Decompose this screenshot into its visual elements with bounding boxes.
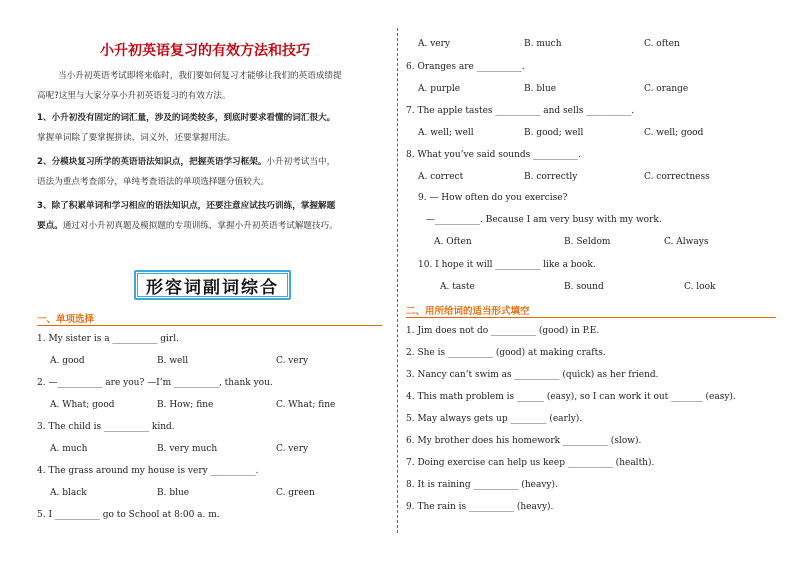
option-b: B. much xyxy=(524,39,562,49)
option-b: B. How; fine xyxy=(157,400,214,410)
option-a: A. well; well xyxy=(418,128,474,138)
tip-1-text: 掌握单词除了要掌握拼读、词义外，还要掌握用法。 xyxy=(37,133,235,143)
option-a: A. taste xyxy=(440,282,475,292)
option-a: A. much xyxy=(50,444,88,454)
option-a: A. Often xyxy=(434,237,472,247)
option-b: B. Seldom xyxy=(564,237,611,247)
page-title: 小升初英语复习的有效方法和技巧 xyxy=(100,43,310,59)
fill-item: 3. Nancy can’t swim as __________ (quick) as her friend. xyxy=(406,370,659,380)
question-stem: 9. — How often do you exercise? xyxy=(418,193,568,203)
option-b: B. blue xyxy=(157,488,190,498)
option-b: B. good; well xyxy=(524,128,584,138)
option-c: C. What; fine xyxy=(276,400,336,410)
option-b: B. well xyxy=(157,356,189,366)
tip-2-heading: 2、分模块复习所学的英语语法知识点，把握英语学习框架。小升初考试当中， xyxy=(37,157,336,167)
option-a: A. correct xyxy=(418,172,464,182)
fill-item: 7. Doing exercise can help us keep __________ (health). xyxy=(406,458,655,468)
option-a: A. What; good xyxy=(50,400,115,410)
section-heading-fill-in: 二、用所给词的适当形式填空 xyxy=(406,306,530,317)
section-heading-single-choice: 一、单项选择 xyxy=(37,314,95,325)
option-c: C. very xyxy=(276,356,309,366)
tip-3-heading: 3、除了积累单词和学习相应的语法知识点，还要注意应试技巧训练，掌握解题 xyxy=(37,201,336,211)
option-b: B. very much xyxy=(157,444,218,454)
option-c: C. often xyxy=(644,39,680,49)
fill-item: 1. Jim does not do __________ (good) in P.E. xyxy=(406,326,600,336)
option-b: B. blue xyxy=(524,84,557,94)
section-underline xyxy=(37,325,382,326)
option-a: A. black xyxy=(50,488,87,498)
question-stem: 1. My sister is a __________ girl. xyxy=(37,334,179,344)
fill-item: 5. May always gets up ________ (early). xyxy=(406,414,583,424)
fill-item: 9. The rain is __________ (heavy). xyxy=(406,502,554,512)
question-stem: 5. I __________ go to School at 8:00 a. m. xyxy=(37,510,220,520)
question-stem: 3. The child is __________ kind. xyxy=(37,422,175,432)
question-stem: 7. The apple tastes __________ and sells __________. xyxy=(406,106,635,116)
section-banner xyxy=(134,270,291,300)
fill-item: 8. It is raining __________ (heavy). xyxy=(406,480,558,490)
tip-3-text: 要点。通过对小升初真题及模拟题的专项训练，掌握小升初英语考试解题技巧。 xyxy=(37,221,338,231)
question-stem: 4. The grass around my house is very __________. xyxy=(37,466,259,476)
option-a: A. good xyxy=(50,356,85,366)
tip-2-text: 语法为重点考查部分，单纯考查语法的单项选择题分值较大。 xyxy=(37,177,270,187)
section-underline xyxy=(406,317,776,318)
option-a: A. purple xyxy=(418,84,461,94)
tip-1-heading: 1、小升初没有固定的词汇量，涉及的词类较多，到底时要求看懂的词汇很大。 xyxy=(37,113,336,123)
option-c: C. orange xyxy=(644,84,689,94)
column-divider xyxy=(397,28,398,533)
question-stem: 2. —__________ are you? —I’m __________, thank you. xyxy=(37,378,273,388)
question-stem: 10. I hope it will __________ like a book. xyxy=(418,260,596,270)
option-c: C. well; good xyxy=(644,128,704,138)
intro-line-2: 高呢?这里与大家分享小升初英语复习的有效方法。 xyxy=(37,91,231,101)
dialogue-reply: —__________. Because I am very busy with my work. xyxy=(426,215,662,225)
fill-item: 2. She is __________ (good) at making crafts. xyxy=(406,348,606,358)
option-b: B. sound xyxy=(564,282,604,292)
banner-label: 形容词副词综合 xyxy=(137,273,288,297)
fill-item: 6. My brother does his homework __________ (slow). xyxy=(406,436,642,446)
option-c: C. green xyxy=(276,488,315,498)
option-c: C. Always xyxy=(664,237,709,247)
question-stem: 8. What you’ve said sounds __________. xyxy=(406,150,581,160)
fill-item: 4. This math problem is ______ (easy), so I can work it out _______ (easy). xyxy=(406,392,736,402)
option-b: B. correctly xyxy=(524,172,578,182)
option-c: C. look xyxy=(684,282,716,292)
option-a: A. very xyxy=(418,39,451,49)
intro-line-1: 当小升初英语考试即将来临时，我们要如何复习才能够让我们的英语成绩提 xyxy=(58,71,342,81)
option-c: C. very xyxy=(276,444,309,454)
option-c: C. correctness xyxy=(644,172,710,182)
question-stem: 6. Oranges are __________. xyxy=(406,62,525,72)
